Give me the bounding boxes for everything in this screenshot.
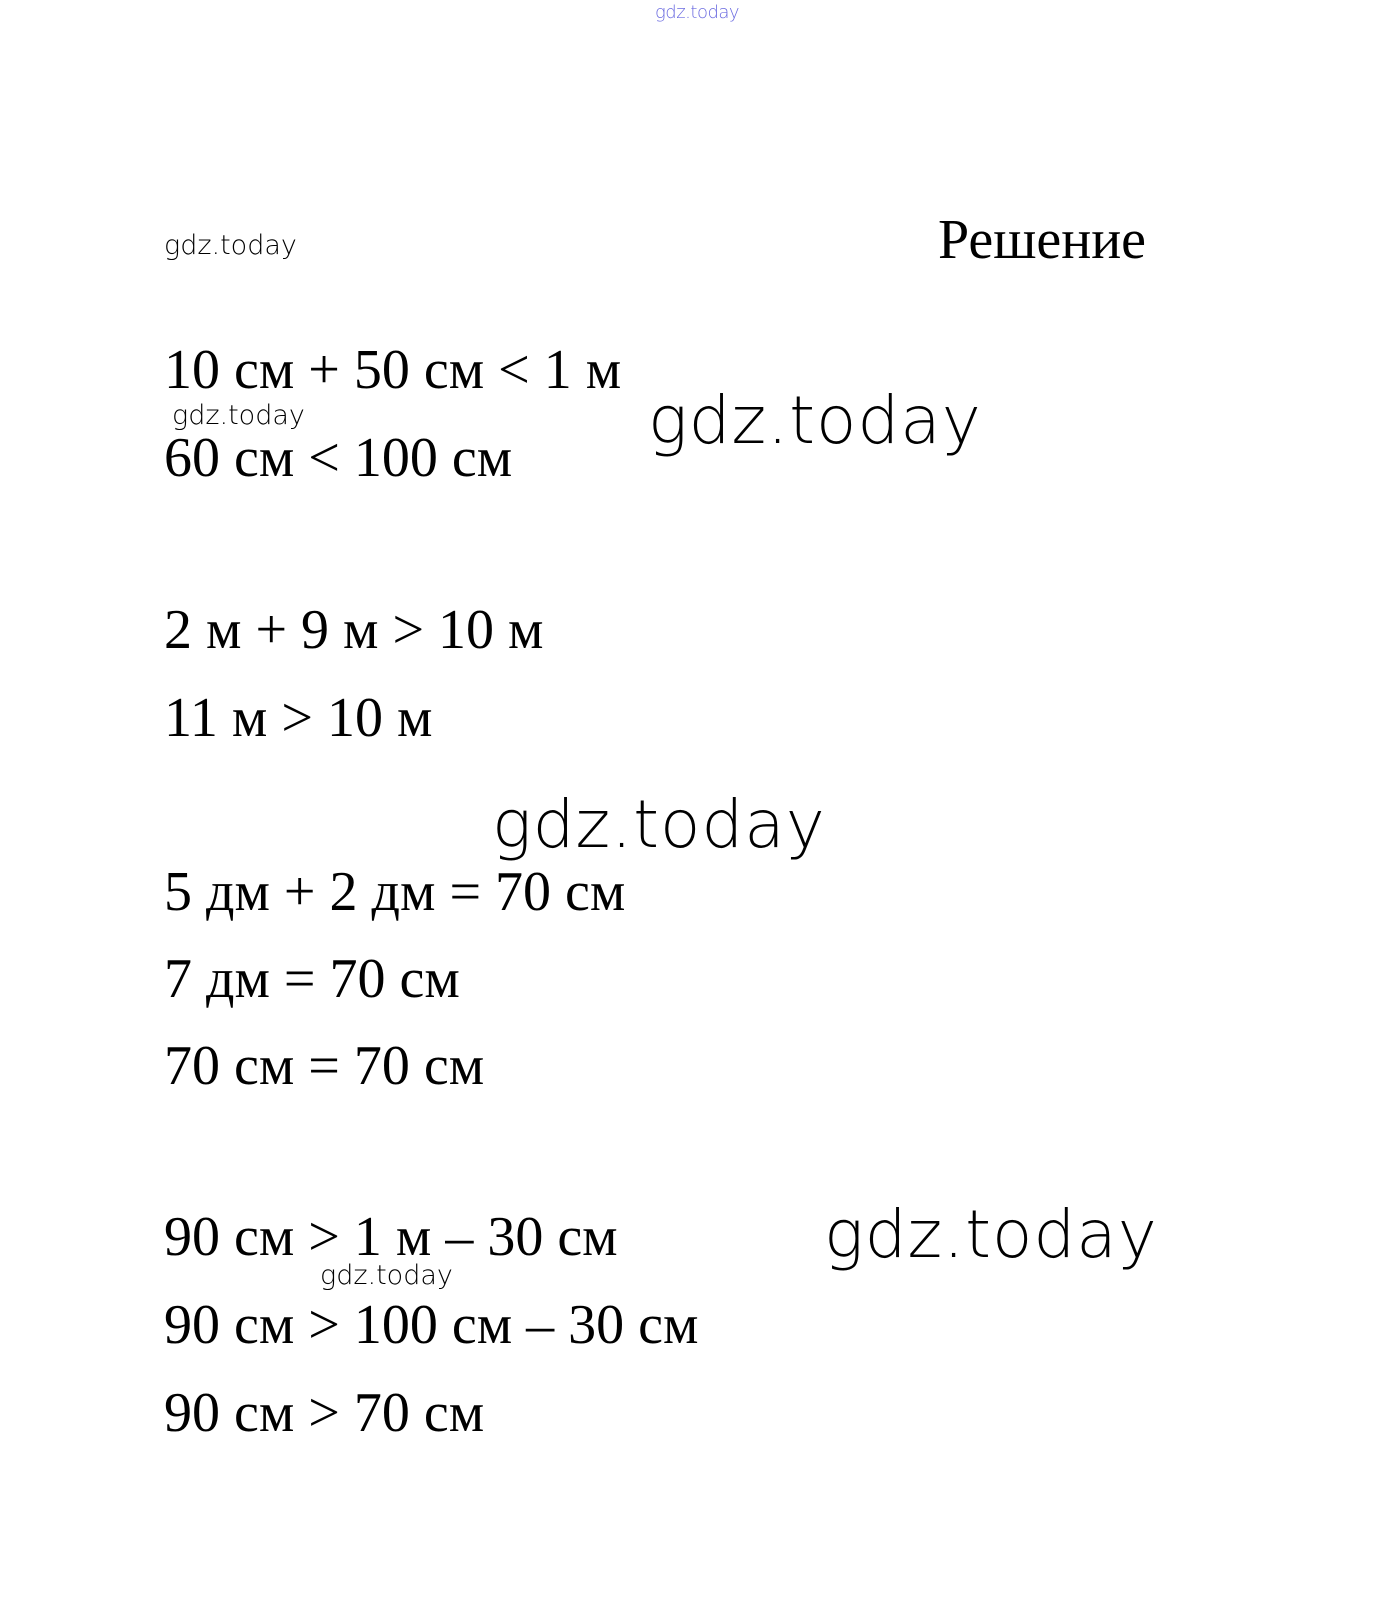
equation-line: 11 м > 10 м [164,687,433,749]
page-title: Решение [938,209,1147,271]
equation-line: 90 см > 70 см [164,1382,485,1444]
equation-line: 5 дм + 2 дм = 70 см [164,861,626,923]
watermark-small-3: gdz.today [320,1260,453,1291]
watermark-top: gdz.today [655,2,740,23]
equation-line: 2 м + 9 м > 10 м [164,599,544,661]
watermark-large-2: gdz.today [492,786,826,863]
equation-line: 90 см > 100 см – 30 см [164,1294,699,1356]
watermark-large-1: gdz.today [648,382,982,459]
equation-line: 7 дм = 70 см [164,948,460,1010]
equation-line: 60 см < 100 см [164,427,513,489]
equation-line: 90 см > 1 м – 30 см [164,1206,618,1268]
equation-line: 70 см = 70 см [164,1035,485,1097]
watermark-small-1: gdz.today [164,230,297,261]
equation-line: 10 см + 50 см < 1 м [164,339,622,401]
watermark-large-3: gdz.today [824,1196,1158,1273]
watermark-small-2: gdz.today [172,400,305,431]
